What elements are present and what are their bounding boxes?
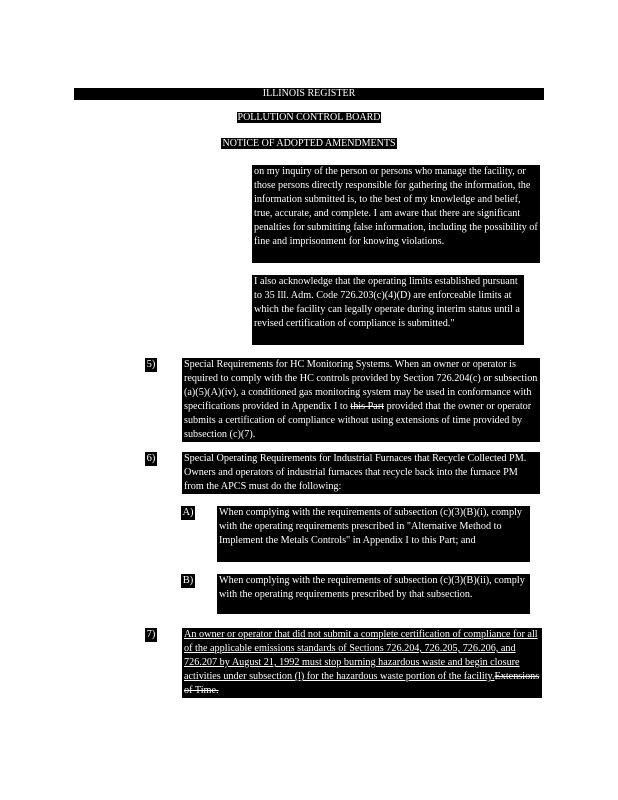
item-7-number: 7): [146, 629, 156, 640]
item-5-text: [182, 358, 540, 442]
item-7-added-text: An owner or operator that did not submit a complete certification of compliance for all of the applicable emissions standards of Sections 726.204, 726.205, 726.206, and 726.207 by August 21, 1992 must stop burning hazardous waste and begin closure activities under subsection (l) for the hazardous waste portion of the facility.: [184, 629, 538, 682]
item-5-text-b: provided that the owner or operator submits a certification of compliance without using extensions of time provided by subsection (c)(7).: [184, 401, 532, 440]
item-6-sub-b-label: B): [182, 575, 194, 586]
board-name: POLLUTION CONTROL BOARD: [237, 112, 381, 123]
item-7-struck-text: Extensions of Time.: [184, 671, 540, 696]
item-6-number: 6): [146, 453, 156, 464]
notice-title: NOTICE OF ADOPTED AMENDMENTS: [222, 138, 396, 149]
certification-paragraph-2: I also acknowledge that the operating limits established pursuant to 35 Ill. Adm. Code 726.203(c)(4)(D) are enforceable limits at which the facility can legally operate during interim status until a revised certification of compliance is submitted.": [252, 275, 524, 345]
item-6-sub-a-label: A): [182, 507, 194, 518]
item-5-number: 5): [146, 359, 156, 370]
item-5-struck-text: this Part: [350, 401, 385, 412]
item-6-sub-b-text: When complying with the requirements of subsection (c)(3)(B)(ii), comply with the operating requirements prescribed by that subsection.: [217, 574, 530, 614]
item-6-text: Special Operating Requirements for Industrial Furnaces that Recycle Collected PM. Owners and operators of industrial furnaces that recycle back into the furnace PM from the APCS must do the following:: [182, 452, 540, 494]
item-7-text: [182, 628, 542, 698]
register-header: [74, 88, 544, 100]
register-title: ILLINOIS REGISTER: [262, 88, 356, 99]
certification-paragraph-1: on my inquiry of the person or persons who manage the facility, or those persons directly responsible for gathering the information, the information submitted is, to the best of my knowledge and belief, true, accurate, and complete. I am aware that there are significant penalties for submitting false information, including the possibility of fine and imprisonment for knowing violations.: [252, 165, 540, 263]
item-5-text-a: Special Requirements for HC Monitoring Systems. When an owner or operator is required to comply with the HC controls provided by Section 726.204(c) or subsection (a)(5)(A)(iv), a conditioned gas monitoring system may be used in conformance with specifications provided in Appendix I to: [184, 359, 538, 412]
item-6-sub-a-text: When complying with the requirements of subsection (c)(3)(B)(i), comply with the operating requirements prescribed in "Alternative Method to Implement the Metals Controls" in Appendix I to this Part; and: [217, 506, 530, 562]
